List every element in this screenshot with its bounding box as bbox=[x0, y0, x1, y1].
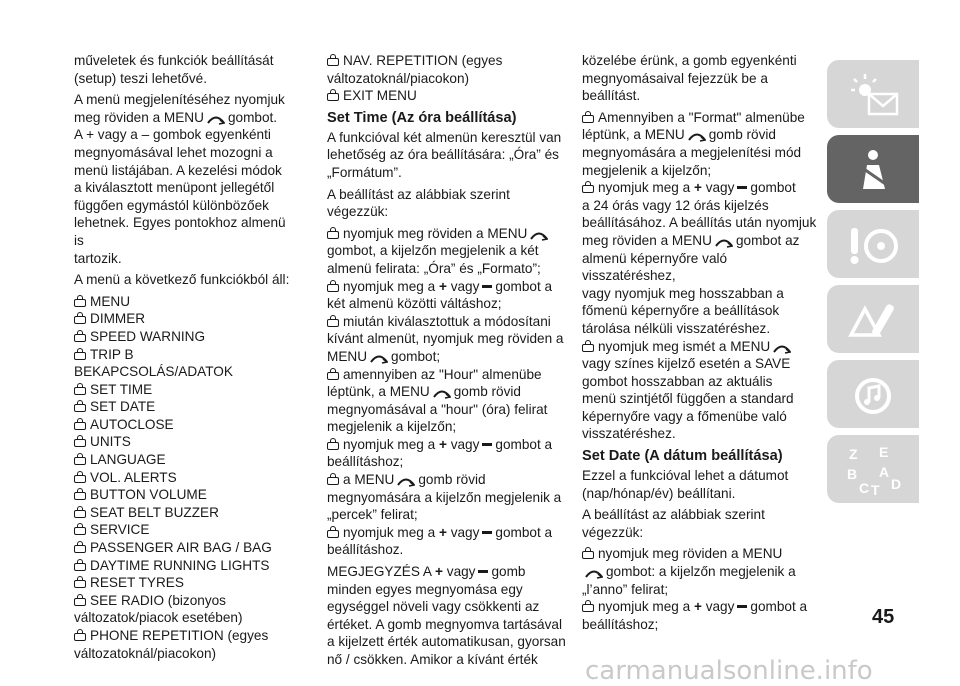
bullet-icon bbox=[327, 442, 339, 450]
paragraph-procedure: A beállítást az alábbiak szerint végezzük: bbox=[582, 507, 765, 540]
paragraph-set-date-intro: Ezzel a funkcióval lehet a dátumot (nap/hónap/év) beállítani. bbox=[582, 468, 789, 501]
bullet-icon bbox=[74, 510, 86, 518]
bullet-icon bbox=[74, 580, 86, 588]
minus-button-icon bbox=[482, 531, 492, 534]
menu-button-icon bbox=[688, 132, 706, 142]
list-item: VOL. ALERTS bbox=[74, 469, 296, 487]
bullet-icon bbox=[582, 185, 594, 193]
bullet-icon bbox=[582, 551, 594, 559]
menu-button-icon bbox=[433, 389, 451, 399]
bullet-icon bbox=[327, 93, 339, 101]
bullet-icon bbox=[74, 352, 86, 360]
menu-button-icon bbox=[397, 477, 415, 487]
bullet-icon bbox=[74, 439, 86, 447]
heading-set-time: Set Time (Az óra beállítása) bbox=[327, 109, 517, 126]
list-item: DIMMER bbox=[74, 310, 296, 328]
list-item: NAV. REPETITION (egyes bbox=[327, 52, 567, 70]
list-item: PHONE REPETITION (egyes bbox=[74, 627, 296, 645]
heading-set-date: Set Date (A dátum beállítása) bbox=[582, 448, 783, 465]
menu-button-icon bbox=[370, 354, 388, 364]
svg-text:T: T bbox=[871, 482, 880, 497]
minus-button-icon bbox=[482, 443, 492, 446]
seat-airbag-icon bbox=[845, 145, 901, 195]
bullet-icon bbox=[327, 284, 339, 292]
list-item: SET TIME bbox=[74, 381, 296, 399]
note-paragraph: MEGJEGYZÉS A + vagy gomb minden egyes megnyomása egy egységgel növeli vagy csökkenti az értéket. A gomb megnyomva tartásával a kijelzett érték automatikusan, gyorsan nő / csökken. Amikor a kívánt érték bbox=[327, 564, 566, 667]
list-item: SET DATE bbox=[74, 398, 296, 416]
bullet-icon bbox=[74, 563, 86, 571]
plus-button-icon: + bbox=[438, 524, 447, 540]
bullet-icon bbox=[327, 477, 339, 485]
bullet-icon bbox=[74, 457, 86, 465]
menu-button-icon bbox=[715, 238, 733, 248]
list-item: AUTOCLOSE bbox=[74, 416, 296, 434]
list-item: PASSENGER AIR BAG / BAG bbox=[74, 539, 296, 557]
bullet-icon bbox=[74, 527, 86, 535]
bullet-icon bbox=[74, 598, 86, 606]
svg-text:D: D bbox=[891, 476, 902, 492]
list-item: RESET TYRES bbox=[74, 574, 296, 592]
list-item: MENU bbox=[74, 293, 296, 311]
page-number: 45 bbox=[872, 606, 895, 628]
minus-button-icon bbox=[478, 570, 488, 573]
minus-button-icon bbox=[737, 186, 747, 189]
plus-button-icon: + bbox=[438, 436, 447, 452]
column-middle bbox=[327, 52, 567, 673]
tab-steering-keys[interactable] bbox=[827, 210, 919, 278]
step-list: nyomjuk meg röviden a MENU gombot: a kijelzőn megjelenik a „l’anno” felirat; nyomjuk meg a + vagy gombot a beállításhoz; bbox=[582, 546, 808, 632]
bullet-icon bbox=[74, 404, 86, 412]
bullet-icon bbox=[582, 344, 594, 352]
column-left bbox=[74, 52, 296, 662]
step-list: nyomjuk meg röviden a MENU gombot, a kijelzőn megjelenik a két almenü felirata: „Óra” és „Formato”; nyomjuk meg a + vagy gombot a két almenü közötti váltáshoz; miután kiválasztottuk a módosítani kívánt almenüt, nyomjuk meg röviden a MENU gombot; amennyiben az "Hour" almenübe léptünk, a MENU gomb rövid megnyomásával a "hour" (óra) felirat megjelenik a kijelzőn; nyomjuk meg a + vagy gombot a beállításhoz; a MENU gomb rövid megnyomására a kijelzőn megjelenik a „percek” felirat; nyomjuk meg a + vagy gombot a beállításhoz. bbox=[327, 225, 564, 558]
tab-lights-messages[interactable] bbox=[827, 60, 919, 128]
plus-button-icon: + bbox=[438, 278, 447, 294]
bullet-icon bbox=[582, 604, 594, 612]
list-item: LANGUAGE bbox=[74, 451, 296, 469]
warning-tools-icon bbox=[845, 295, 901, 345]
menu-button-icon bbox=[585, 569, 603, 579]
list-item: DAYTIME RUNNING LIGHTS bbox=[74, 557, 296, 575]
bullet-icon bbox=[74, 299, 86, 307]
index-letters-icon bbox=[845, 445, 905, 497]
bullet-icon bbox=[74, 422, 86, 430]
bullet-icon bbox=[327, 58, 339, 66]
plus-button-icon: + bbox=[693, 599, 702, 615]
paragraph-procedure: A beállítást az alábbiak szerint végezzük: bbox=[327, 186, 510, 220]
bullet-icon bbox=[327, 319, 339, 327]
svg-text:B: B bbox=[847, 466, 858, 482]
column-right bbox=[582, 52, 818, 633]
list-item: SPEED WARNING bbox=[74, 328, 296, 346]
minus-button-icon bbox=[737, 605, 747, 608]
plus-button-icon: + bbox=[693, 180, 702, 196]
bullet-icon bbox=[74, 387, 86, 395]
bullet-icon bbox=[74, 633, 86, 641]
tab-warning-tools[interactable] bbox=[827, 285, 919, 353]
chapter-tabs bbox=[827, 60, 919, 510]
bullet-icon bbox=[327, 530, 339, 538]
tab-media-settings[interactable] bbox=[827, 360, 919, 428]
bullet-icon bbox=[327, 372, 339, 380]
bullet-icon bbox=[74, 492, 86, 500]
svg-text:A: A bbox=[879, 464, 890, 480]
paragraph-menu-display: A menü megjelenítéséhez nyomjuk meg röviden a MENU gombot. A + vagy a – gombok egyenkénti megnyomásával lehet mozogni a menü listájában. A kezelési módok a kiválasztott menüpont jellegétől függően egymástól különbözőek lehetnek. Egyes pontokhoz almenü is tartozik. bbox=[74, 92, 286, 266]
svg-text:Z: Z bbox=[849, 446, 858, 462]
menu-button-icon bbox=[530, 231, 548, 241]
paragraph-set-time-intro: A funkcióval két almenün keresztül van lehetőség az óra beállítására: „Óra” és „Formátum”. bbox=[327, 129, 562, 180]
paragraph-intro: műveletek és funkciók beállítását (setup) teszi lehetővé. bbox=[74, 53, 274, 86]
step-list: Amennyiben a "Format" almenübe léptünk, a MENU gomb rövid megnyomására a megjelenítési mód megjelenik a kijelzőn; nyomjuk meg a + vagy gombot a 24 órás vagy 12 órás kijelzés beállításához. A beállítás után nyomjuk meg röviden a MENU gombot az almenü képernyőre való visszatéréshez, vagy nyomjuk meg hosszabban a főmenü képernyőre a beállítások tárolása nélküli visszatéréshez. nyomjuk meg ismét a MENU vagy színes kijelző esetén a SAVE gombot hosszabban az aktuális menü szintjétől függően a standard képernyőre vagy a főmenübe való visszatéréshez. bbox=[582, 109, 817, 442]
paragraph-continued: közelébe érünk, a gomb egyenkénti megnyomásaival fejezzük be a beállítást. bbox=[582, 53, 797, 104]
list-item: TRIP B BEKAPCSOLÁS/ADATOK bbox=[74, 346, 233, 380]
tab-seat-airbag[interactable] bbox=[827, 135, 919, 203]
media-settings-icon bbox=[845, 370, 901, 420]
list-item: SEAT BELT BUZZER bbox=[74, 504, 296, 522]
bullet-icon bbox=[582, 115, 594, 123]
paragraph-menu-functions: A menü a következő funkciókból áll: bbox=[74, 272, 290, 288]
menu-button-icon bbox=[207, 115, 225, 125]
bullet-icon bbox=[74, 316, 86, 324]
menu-function-list-cont: NAV. REPETITION (egyes változatoknál/piacokon) EXIT MENU bbox=[327, 52, 567, 105]
minus-button-icon bbox=[482, 285, 492, 288]
menu-button-icon bbox=[773, 344, 791, 354]
lights-messages-icon bbox=[845, 70, 901, 120]
watermark-footer: carmanualsonline.info bbox=[585, 656, 873, 686]
list-item: EXIT MENU bbox=[327, 87, 567, 105]
bullet-icon bbox=[74, 545, 86, 553]
bullet-icon bbox=[74, 475, 86, 483]
svg-text:C: C bbox=[859, 480, 870, 496]
menu-function-list: MENU DIMMER SPEED WARNING TRIP B BEKAPCSOLÁS/ADATOK SET TIME SET DATE AUTOCLOSE UNITS LANGUAGE VOL. ALERTS BUTTON VOLUME SEAT BELT BUZZER SERVICE PASSENGER AIR BAG / BAG DAYTIME RUNNING LIGHTS RESET TYRES SEE RADIO (bizonyos változatok/piacok esetében) PHONE REPETITION (egyes változatoknál/piacokon) bbox=[74, 293, 296, 662]
plus-button-icon: + bbox=[435, 564, 443, 580]
list-item: SEE RADIO (bizonyos bbox=[74, 592, 296, 610]
tab-index[interactable] bbox=[827, 435, 919, 503]
list-item: SERVICE bbox=[74, 521, 296, 539]
steering-keys-icon bbox=[845, 220, 901, 270]
svg-text:E: E bbox=[879, 445, 889, 460]
list-item: UNITS bbox=[74, 433, 296, 451]
list-item: BUTTON VOLUME bbox=[74, 486, 296, 504]
bullet-icon bbox=[74, 334, 86, 342]
bullet-icon bbox=[327, 231, 339, 239]
